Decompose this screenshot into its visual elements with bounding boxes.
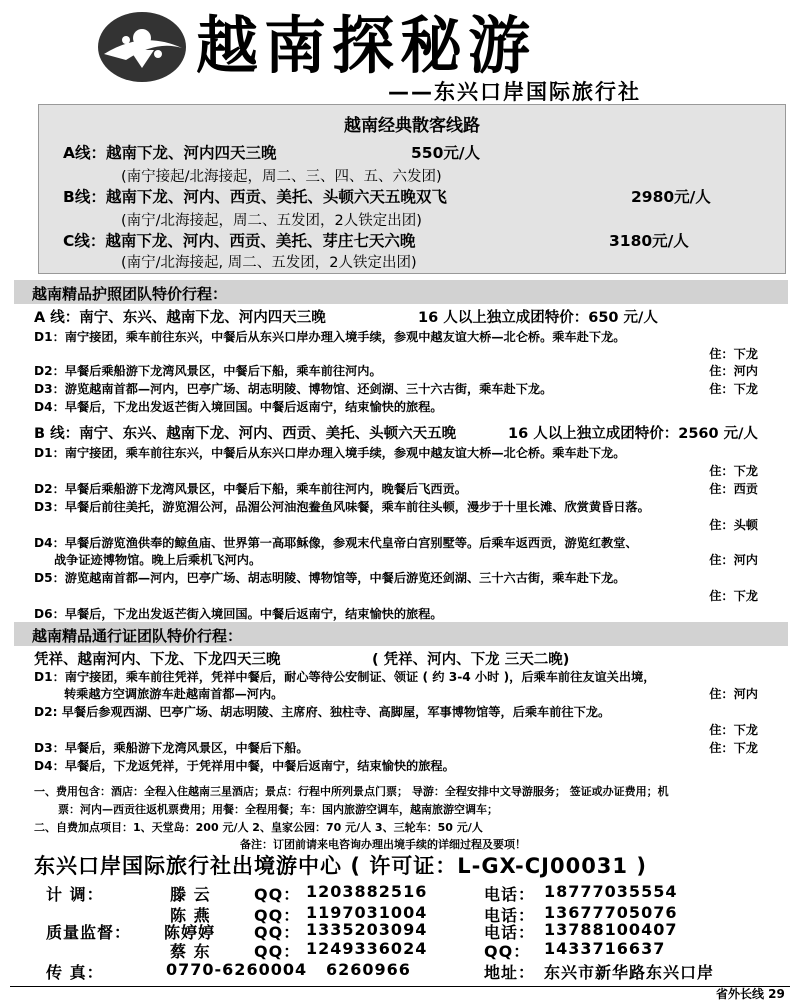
- fee-includes-line1: 一、费用包含：酒店：全程入住越南三星酒店；景点：行程中所列景点门票； 导游：全程安排中文导游服务； 签证或办证费用；机: [34, 785, 669, 798]
- permit-heading: 越南精品通行证团队特价行程：: [32, 627, 243, 645]
- passport-b-d6: D6：早餐后，下龙出发返芒街入境回国。中餐后返南宁，结束愉快的旅程。: [34, 607, 443, 621]
- contact-qq-3: 1335203094: [306, 920, 428, 939]
- passport-a-price: 16 人以上独立成团特价：650 元/人: [418, 310, 658, 326]
- permit-section-header: [14, 622, 788, 646]
- line-c-label: C线：越南下龙、河内、西贡、美托、芽庄七天六晚: [63, 232, 416, 250]
- passport-b-price: 16 人以上独立成团特价：2560 元/人: [508, 426, 758, 442]
- classic-lines-box: [38, 104, 786, 274]
- line-b-note: (南宁/北海接起，周二、五发团，2人铁定出团): [121, 213, 422, 229]
- logo-icon: [96, 10, 188, 84]
- line-b-label: B线：越南下龙、河内、西贡、美托、头顿六天五晚双飞: [63, 188, 447, 206]
- contact-qq-label-4b: QQ：: [484, 942, 531, 961]
- page-number: 省外长线 29: [716, 987, 785, 1001]
- passport-b-d2: D2：早餐后乘船游下龙湾风景区，中餐后下船，乘车前往河内，晚餐后飞西贡。: [34, 482, 467, 496]
- permit-title: 凭祥、越南河内、下龙、下龙四天三晚: [34, 652, 281, 668]
- permit-d3: D3：早餐后，乘船游下龙湾风景区，中餐后下船。: [34, 741, 309, 755]
- permit-d3-stay: 住：下龙: [709, 741, 758, 755]
- fax-number-1: 0770-6260004: [166, 960, 308, 979]
- line-a-note: (南宁接起/北海接起，周二、三、四、五、六发团): [121, 169, 442, 185]
- passport-b-d2-stay: 住：西贡: [709, 482, 758, 496]
- contact-qq-4: 1249336024: [306, 939, 428, 958]
- permit-d4: D4：早餐后，下龙返凭祥，于凭祥用中餐，中餐后返南宁，结束愉快的旅程。: [34, 759, 455, 773]
- permit-title-alt: ( 凭祥、河内、下龙 三天二晚): [372, 652, 570, 668]
- passport-b-d5-stay: 住：下龙: [709, 589, 758, 603]
- fax-label: 传 真：: [46, 963, 104, 982]
- contact-tel-2: 13677705076: [544, 903, 678, 922]
- contact-tel-label-3: 电话：: [484, 923, 536, 942]
- passport-b-d1-stay: 住：下龙: [709, 464, 758, 478]
- permit-d1-stay: 住：河内: [709, 687, 758, 701]
- permit-d1b: 转乘越方空调旅游车赴越南首都—河内。: [64, 687, 284, 701]
- line-a-label: A线：越南下龙、河内四天三晚: [63, 144, 277, 162]
- passport-a-d4: D4：早餐后，下龙出发返芒街入境回国。中餐后返南宁，结束愉快的旅程。: [34, 400, 443, 414]
- line-c-note: (南宁/北海接起, 周二、五发团，2人铁定出团): [121, 255, 417, 271]
- contact-tel-label-1: 电话：: [484, 885, 536, 904]
- contact-name-2: 陈 燕: [170, 906, 211, 925]
- line-b-price: 2980元/人: [631, 188, 711, 206]
- passport-b-d4-stay: 住：河内: [709, 553, 758, 567]
- line-b: [63, 185, 711, 207]
- contact-qq-2: 1197031004: [306, 903, 428, 922]
- permit-d1a: D1：南宁接团，乘车前往凭祥，凭祥中餐后，耐心等待公安制证、领证 ( 约 3-4 小时 )，后乘车前往友谊关出境，: [34, 670, 656, 684]
- passport-a-title: A 线：南宁、东兴、越南下龙、河内四天三晚: [34, 310, 326, 326]
- passport-b-d3-stay: 住：头顿: [709, 518, 758, 532]
- optional-items: 二、自费加点项目：1、天堂岛：200 元/人 2、皇家公园：70 元/人 3、三轮车：50 元/人: [34, 821, 483, 834]
- passport-heading: 越南精品护照团队特价行程：: [32, 285, 228, 303]
- fee-includes-line2: 票：河内—西贡往返机票费用；用餐：全程用餐；车：国内旅游空调车，越南旅游空调车；: [58, 803, 498, 816]
- contact-name-1: 滕 云: [170, 885, 211, 904]
- page-title: 越南探秘游: [196, 9, 537, 82]
- permit-d2-stay: 住：下龙: [709, 723, 758, 737]
- passport-a-d2: D2：早餐后乘船游下龙湾风景区，中餐后下船，乘车前往河内。: [34, 364, 382, 378]
- contact-name-3: 陈婷婷: [164, 923, 216, 942]
- agency-name: [34, 850, 647, 880]
- passport-a-d2-stay: 住：河内: [709, 364, 758, 378]
- contact-qq-label-1: QQ：: [254, 885, 301, 904]
- passport-b-title: B 线：南宁、东兴、越南下龙、河内、西贡、美托、头顿六天五晚: [34, 426, 457, 442]
- contact-name-4: 蔡 东: [170, 942, 211, 961]
- agency-title: 东兴口岸国际旅行社出境游中心: [34, 854, 342, 878]
- contact-qq-4b: 1433716637: [544, 939, 666, 958]
- classic-lines-title: 越南经典散客线路: [344, 116, 480, 136]
- license-number: ( 许可证：L-GX-CJ00031 ): [350, 854, 647, 878]
- passport-a-d3: D3：游览越南首都—河内，巴亭广场、胡志明陵、博物馆、还剑湖、三十六古街，乘车赴下龙。: [34, 382, 553, 396]
- passport-b-d5: D5：游览越南首都—河内，巴亭广场、胡志明陵、博物馆等，中餐后游览还剑湖、三十六古街，乘车赴下龙。: [34, 571, 626, 585]
- line-c-price: 3180元/人: [609, 232, 689, 250]
- passport-b-d3: D3：早餐后前往美托，游览湄公河，品湄公河油泡鲞鱼风味餐，乘车前往头顿，漫步于十里长滩、欣赏黄昏日落。: [34, 500, 650, 514]
- contact-role-3: 质量监督：: [46, 923, 132, 942]
- permit-d2: D2: 早餐后参观西湖、巴亭广场、胡志明陵、主席府、独柱寺、高脚屋，军事博物馆等，后乘车前往下龙。: [34, 705, 611, 719]
- passport-section-header: [14, 280, 788, 304]
- contact-tel-3: 13788100407: [544, 920, 678, 939]
- line-a: [63, 141, 481, 163]
- address-label: 地址：: [484, 963, 536, 982]
- contact-qq-label-3: QQ：: [254, 923, 301, 942]
- passport-a-d3-stay: 住：下龙: [709, 382, 758, 396]
- passport-a-d1: D1：南宁接团，乘车前往东兴，中餐后从东兴口岸办理入境手续，参观中越友谊大桥—北仑桥。乘车赴下龙。: [34, 330, 626, 344]
- passport-b-d4a: D4：早餐后游览渔供奉的鲸鱼庙、世界第一高耶稣像，参观末代皇帝白宫别墅等。后乘车返西贡，游览红教堂、: [34, 536, 638, 550]
- contact-qq-label-2: QQ：: [254, 906, 301, 925]
- logo: [96, 10, 188, 84]
- contact-role-1: 计 调：: [46, 885, 104, 904]
- fax-number-2: 6260966: [326, 960, 411, 979]
- address: 东兴市新华路东兴口岸: [544, 963, 715, 982]
- remark: 备注：订团前请来电咨询办理出境手续的详细过程及要项！: [240, 838, 526, 851]
- contact-tel-label-2: 电话：: [484, 906, 536, 925]
- passport-b-d1: D1：南宁接团，乘车前往东兴，中餐后从东兴口岸办理入境手续，参观中越友谊大桥—北仑桥。乘车赴下龙。: [34, 446, 626, 460]
- line-a-price: 550元/人: [411, 144, 481, 162]
- contact-qq-label-4: QQ：: [254, 942, 301, 961]
- passport-b-d4b: 战争证迹博物馆。晚上后乘机飞河内。: [54, 553, 262, 567]
- contact-tel-1: 18777035554: [544, 882, 678, 901]
- passport-a-d1-stay: 住：下龙: [709, 347, 758, 361]
- contact-qq-1: 1203882516: [306, 882, 428, 901]
- line-c: [63, 229, 689, 251]
- footer-divider: [10, 986, 790, 987]
- page-subtitle: ——东兴口岸国际旅行社: [388, 80, 641, 104]
